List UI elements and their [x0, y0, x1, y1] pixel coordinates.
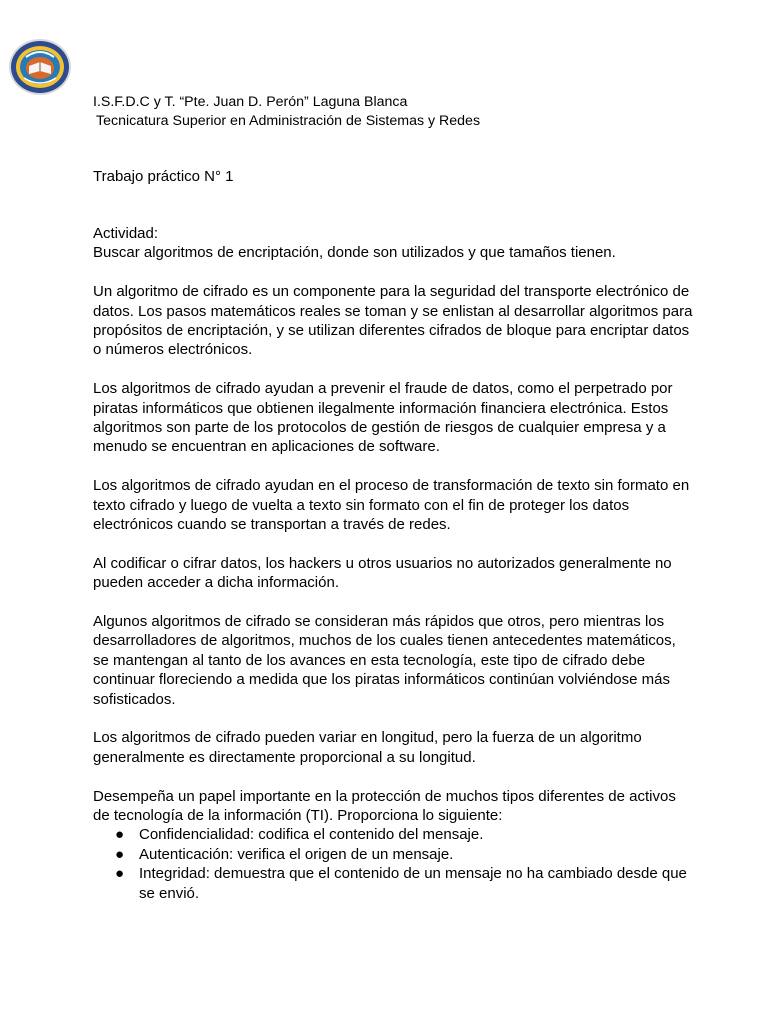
document-title: Trabajo práctico N° 1 [93, 168, 234, 185]
bullet-icon: ● [115, 826, 125, 844]
document-body [93, 224, 693, 903]
paragraph-1: Un algoritmo de cifrado es un componente para la seguridad del transporte electrónico de datos. Los pasos matemáticos reales se toman y se enlistan al desarrollar algoritmos para propósitos de encriptación, y se utilizan diferentes cifrados de bloque para encriptar datos o números electrónicos. [93, 283, 693, 359]
bullet-icon: ● [115, 865, 125, 883]
document-header [93, 93, 480, 131]
paragraph-2: Los algoritmos de cifrado ayudan a prevenir el fraude de datos, como el perpetrado por piratas informáticos que obtienen ilegalmente información financiera electrónica. Estos algoritmos son parte de los protocolos de gestión de riesgos de cualquier empresa y a menudo se encuentran en aplicaciones de software. [93, 380, 673, 456]
list-item-text: Confidencialidad: codifica el contenido del mensaje. [139, 826, 484, 844]
bullet-icon: ● [115, 845, 125, 863]
list-item-text: Integridad: demuestra que el contenido de un mensaje no ha cambiado desde que se envió. [139, 865, 687, 902]
list-item [93, 864, 693, 903]
paragraph-3: Los algoritmos de cifrado ayudan en el proceso de transformación de texto sin formato en texto cifrado y luego de vuelta a texto sin formato con el fin de proteger los datos electrónicos cuando se transportan a través de redes. [93, 477, 690, 534]
paragraph-6: Los algoritmos de cifrado pueden variar en longitud, pero la fuerza de un algoritmo generalmente es directamente proporcional a su longitud. [93, 729, 642, 766]
program-name: Tecnicatura Superior en Administración de Sistemas y Redes [96, 113, 481, 129]
institution-logo [8, 38, 72, 96]
list-item [93, 845, 693, 864]
activity-heading: Actividad: [93, 225, 159, 242]
list-item [93, 825, 693, 844]
properties-list [93, 825, 693, 903]
list-item-text: Autenticación: verifica el origen de un mensaje. [139, 845, 454, 863]
paragraph-7: Desempeña un papel importante en la protección de muchos tipos diferentes de activos de tecnología de la información (TI). Proporciona lo siguiente: [93, 787, 676, 825]
paragraph-4: Al codificar o cifrar datos, los hackers u otros usuarios no autorizados generalmente no pueden acceder a dicha información. [93, 554, 672, 592]
institution-seal-icon [8, 38, 72, 96]
institution-name: I.S.F.D.C y T. “Pte. Juan D. Perón” Laguna Blanca [93, 94, 408, 110]
activity-prompt: Buscar algoritmos de encriptación, donde son utilizados y que tamaños tienen. [93, 244, 616, 262]
paragraph-5: Algunos algoritmos de cifrado se consideran más rápidos que otros, pero mientras los desarrolladores de algoritmos, muchos de los cuales tienen antecedentes matemáticos, se mantengan al tanto de los avances en esta tecnología, este tipo de cifrado debe continuar floreciendo a medida que los piratas informáticos continúan volviéndose más sofisticados. [93, 613, 676, 708]
